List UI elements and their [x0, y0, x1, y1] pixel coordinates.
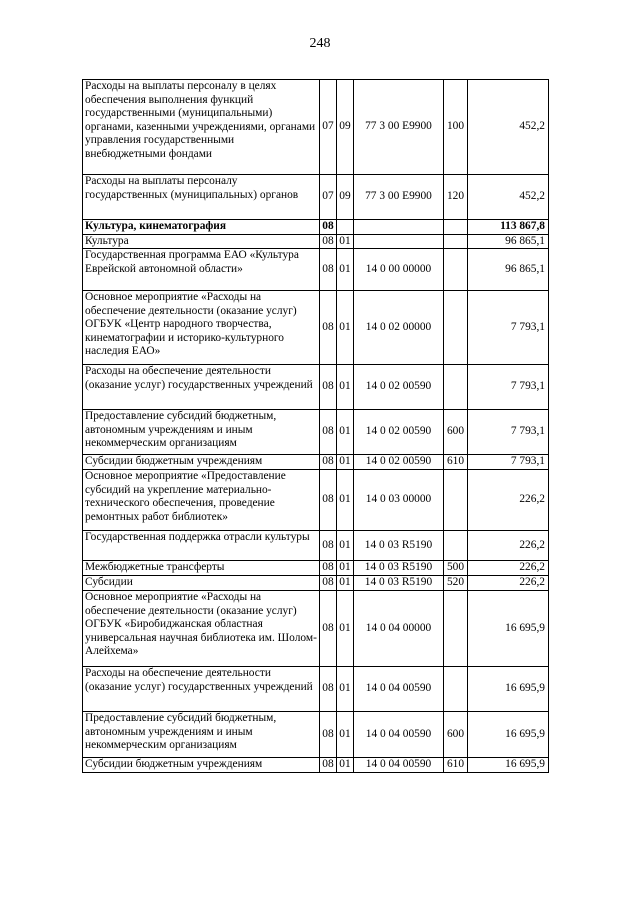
table-row: [83, 712, 549, 758]
row-expense-type-cell: [444, 591, 468, 667]
row-name-cell: Расходы на обеспечение деятельности (оказание услуг) государственных учреждений: [83, 667, 320, 712]
table-row: [83, 576, 549, 591]
row-name-cell: Основное мероприятие «Расходы на обеспечение деятельности (оказание услуг) ОГБУК «Центр народного творчества, кинематографии и историко-культурного наследия ЕАО»: [83, 291, 320, 365]
row-name-cell: Государственная программа ЕАО «Культура Еврейской автономной области»: [83, 249, 320, 291]
row-expense-type-cell: 600: [444, 410, 468, 455]
table-row: [83, 175, 549, 220]
row-subsection-cell: 01: [337, 291, 354, 365]
row-section-cell: 08: [320, 531, 337, 561]
row-expense-type-cell: [444, 220, 468, 235]
row-subsection-cell: 01: [337, 531, 354, 561]
row-amount-cell: 7 793,1: [468, 291, 549, 365]
row-subsection-cell: 09: [337, 175, 354, 220]
row-name-cell: Предоставление субсидий бюджетным, автономным учреждениям и иным некоммерческим организациям: [83, 410, 320, 455]
row-section-cell: 08: [320, 667, 337, 712]
row-section-cell: 08: [320, 470, 337, 531]
row-name-cell: Государственная поддержка отрасли культуры: [83, 531, 320, 561]
row-name-cell: Культура, кинематография: [83, 220, 320, 235]
row-subsection-cell: 01: [337, 410, 354, 455]
row-target-article-cell: [354, 234, 444, 249]
table-row: [83, 410, 549, 455]
row-amount-cell: 96 865,1: [468, 234, 549, 249]
row-target-article-cell: 14 0 03 R5190: [354, 576, 444, 591]
row-target-article-cell: 14 0 02 00590: [354, 455, 444, 470]
row-expense-type-cell: [444, 234, 468, 249]
row-section-cell: 08: [320, 249, 337, 291]
row-section-cell: 08: [320, 712, 337, 758]
row-amount-cell: 452,2: [468, 80, 549, 175]
row-section-cell: 08: [320, 561, 337, 576]
row-subsection-cell: 01: [337, 470, 354, 531]
row-amount-cell: 16 695,9: [468, 591, 549, 667]
row-section-cell: 08: [320, 576, 337, 591]
row-expense-type-cell: 610: [444, 758, 468, 773]
row-section-cell: 08: [320, 758, 337, 773]
row-expense-type-cell: [444, 365, 468, 410]
row-target-article-cell: 77 3 00 Е9900: [354, 80, 444, 175]
row-subsection-cell: 01: [337, 667, 354, 712]
table-row: [83, 758, 549, 773]
row-name-cell: Субсидии бюджетным учреждениям: [83, 758, 320, 773]
row-expense-type-cell: 520: [444, 576, 468, 591]
row-subsection-cell: 01: [337, 365, 354, 410]
row-target-article-cell: 14 0 02 00590: [354, 410, 444, 455]
row-amount-cell: 96 865,1: [468, 249, 549, 291]
row-target-article-cell: 14 0 03 00000: [354, 470, 444, 531]
row-expense-type-cell: [444, 470, 468, 531]
table-row: [83, 249, 549, 291]
row-amount-cell: 7 793,1: [468, 410, 549, 455]
row-target-article-cell: 14 0 02 00000: [354, 291, 444, 365]
row-section-cell: 08: [320, 234, 337, 249]
row-target-article-cell: 14 0 04 00590: [354, 667, 444, 712]
row-amount-cell: 16 695,9: [468, 667, 549, 712]
row-subsection-cell: 01: [337, 234, 354, 249]
row-target-article-cell: 14 0 03 R5190: [354, 561, 444, 576]
row-section-cell: 08: [320, 455, 337, 470]
row-subsection-cell: 09: [337, 80, 354, 175]
row-amount-cell: 226,2: [468, 470, 549, 531]
row-subsection-cell: 01: [337, 455, 354, 470]
row-expense-type-cell: [444, 667, 468, 712]
row-amount-cell: 452,2: [468, 175, 549, 220]
table-row: [83, 80, 549, 175]
row-target-article-cell: 14 0 04 00590: [354, 712, 444, 758]
row-name-cell: Расходы на выплаты персоналу в целях обеспечения выполнения функций государственными (муниципальными) органами, казенными учреждениями, органами управления государственными внебюджетными фондами: [83, 80, 320, 175]
row-amount-cell: 7 793,1: [468, 455, 549, 470]
table-row: [83, 365, 549, 410]
row-name-cell: Основное мероприятие «Расходы на обеспечение деятельности (оказание услуг) ОГБУК «Биробиджанская областная универсальная научная библиотека им. Шолом-Алейхема»: [83, 591, 320, 667]
row-target-article-cell: 14 0 00 00000: [354, 249, 444, 291]
row-section-cell: 08: [320, 410, 337, 455]
row-subsection-cell: 01: [337, 712, 354, 758]
row-section-cell: 07: [320, 175, 337, 220]
row-name-cell: Субсидии бюджетным учреждениям: [83, 455, 320, 470]
row-amount-cell: 113 867,8: [468, 220, 549, 235]
table-row: [83, 561, 549, 576]
row-subsection-cell: 01: [337, 591, 354, 667]
table-row: [83, 591, 549, 667]
row-section-cell: 08: [320, 365, 337, 410]
table-row: [83, 667, 549, 712]
row-expense-type-cell: 610: [444, 455, 468, 470]
row-expense-type-cell: 500: [444, 561, 468, 576]
row-amount-cell: 226,2: [468, 531, 549, 561]
row-name-cell: Культура: [83, 234, 320, 249]
row-subsection-cell: 01: [337, 249, 354, 291]
row-target-article-cell: [354, 220, 444, 235]
row-name-cell: Основное мероприятие «Предоставление субсидий на укрепление материально-технического обеспечения, проведение ремонтных работ библиотек»: [83, 470, 320, 531]
row-subsection-cell: 01: [337, 758, 354, 773]
row-expense-type-cell: 600: [444, 712, 468, 758]
row-expense-type-cell: [444, 531, 468, 561]
row-section-cell: 08: [320, 591, 337, 667]
table-row: [83, 220, 549, 235]
row-section-cell: 08: [320, 220, 337, 235]
table-row: [83, 470, 549, 531]
row-expense-type-cell: [444, 291, 468, 365]
row-amount-cell: 226,2: [468, 576, 549, 591]
row-section-cell: 07: [320, 80, 337, 175]
row-name-cell: Субсидии: [83, 576, 320, 591]
row-target-article-cell: 14 0 04 00000: [354, 591, 444, 667]
table-row: [83, 455, 549, 470]
row-target-article-cell: 14 0 04 00590: [354, 758, 444, 773]
table-row: [83, 531, 549, 561]
row-target-article-cell: 77 3 00 Е9900: [354, 175, 444, 220]
row-expense-type-cell: 100: [444, 80, 468, 175]
row-subsection-cell: 01: [337, 561, 354, 576]
table-row: [83, 234, 549, 249]
table-row: [83, 291, 549, 365]
row-name-cell: Расходы на выплаты персоналу государственных (муниципальных) органов: [83, 175, 320, 220]
row-expense-type-cell: [444, 249, 468, 291]
row-target-article-cell: 14 0 02 00590: [354, 365, 444, 410]
budget-table: [82, 79, 549, 773]
row-amount-cell: 226,2: [468, 561, 549, 576]
row-name-cell: Межбюджетные трансферты: [83, 561, 320, 576]
row-amount-cell: 7 793,1: [468, 365, 549, 410]
row-amount-cell: 16 695,9: [468, 758, 549, 773]
row-name-cell: Предоставление субсидий бюджетным, автономным учреждениям и иным некоммерческим организациям: [83, 712, 320, 758]
row-section-cell: 08: [320, 291, 337, 365]
row-amount-cell: 16 695,9: [468, 712, 549, 758]
table-body: [83, 80, 549, 773]
row-subsection-cell: [337, 220, 354, 235]
row-subsection-cell: 01: [337, 576, 354, 591]
row-expense-type-cell: 120: [444, 175, 468, 220]
row-target-article-cell: 14 0 03 R5190: [354, 531, 444, 561]
row-name-cell: Расходы на обеспечение деятельности (оказание услуг) государственных учреждений: [83, 365, 320, 410]
page-number: 248: [309, 36, 331, 51]
